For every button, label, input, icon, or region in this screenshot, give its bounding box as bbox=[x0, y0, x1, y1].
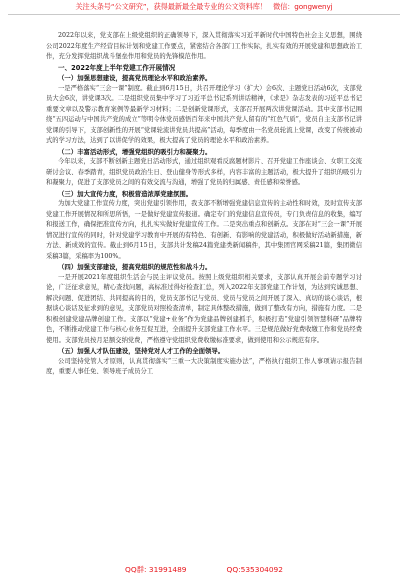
footer-qq: QQ:535304092 bbox=[226, 565, 283, 574]
paragraph-1: 一是严格落实“三会一课”制度。截止到6月15日，共召开理论学习（扩大）会6次、主题党日活动6次，支部党员大会6次，讲党课3次。二是组织党员集中学习了习近平总书记系列讲话精神，《求是》杂志发表的习近平总书记重要文章以及警示教育案例等最新学习材料；二是创新党课形式，支部召开展两次讲党课活动。其中支部书记围绕“五四运动与中国共产党的成立”等明令体党员感悟百年来中国共产党人留有的“红色气质”，党员自主支部书记讲党课的引导下，支部创新性的开展“党课轮流讲党员共提高”活动，每季度由一名党员轮流上党课，改变了传统被动式的学习方法，达到了以讲促学的效果，极大提高了党员的理论水平和政治素养。 bbox=[46, 84, 362, 144]
paragraph-2: 今年以来，支部不断创新主题党日活动形式，通过组织观看反腐题材影片、召开党建工作座谈会、女职工交流研讨会议、春季踏青，组织党员政治生日、登山健身等形式多样，内容丰富的主题活动，极大提升了组织的吸引力和凝聚力，促进了支部党员之间的有效交流与沟通，增强了党员的归属感、责任感和荣誉感。 bbox=[46, 158, 362, 186]
header-banner-promo: 关注头条号“公文研究”，获得最新最全最专业的公文资料库！ bbox=[75, 2, 267, 11]
header-divider bbox=[8, 14, 400, 15]
paragraph-3: 为加大党建工作宣传力度，突出党建引领作用，我支部不断增强党建信息宣传的主动性和时效，及时宣传支部党建工作开展情况和所思所悟，一是做好党建宣传报道。确定专门的党建信息宣传员，专门负责信息的收集，编写和报送工作，确保把准宣传方向，扎扎实实做好党建宣传工作。二是突出重点和创新点。支部在对“三会一课”开展情况进行宣传的同时，针对党建学习教育中开展的有特色、有创新、有影响的党建活动，积极做好活动新措施，新方法、新成效的宣传。截止到6月15日，支部共计发稿24篇党建类新闻稿件，其中集团官网采稿21篇，集团微信采稿3篇，采稿率为100%。 bbox=[46, 200, 362, 260]
subsection-heading-1: （一）加强思想建设，提高党员理论水平和政治素养。 bbox=[58, 74, 212, 82]
paragraph-4: 一是开展2021年度组织生活会与民主评议党员。按照上级党组织相关要求，支部认真开展会前专题学习讨论，广泛征求意见，精心查找问题，高标准过得好检查汇总，列入2022年支部党建工作计划，为达到究诚思想、解决问题、促进团结、共同提高的目的，党员支部书记与党员、党员与党员之间开展了深入、真切的谈心谈话，根据谈心谈话及征求到的意见，支部党员对照检查清单，制定具体整改措施，做到了整改有方向，措施有力度。二是积极创建党建品牌创建工作。支部以“党建+业务”作为党建品牌创建抓手，积极打造“党建引领智慧科研”品牌特色，不断推动党建工作与核心业务互促互进，全面提升支部党建工作水平。三是规范做好党费收缴工作和党员经费使用。支部党员按月足额交纳党费，严格遵守党组织党费收缴标准要求，做到使用和公示规范有序。 bbox=[46, 273, 362, 344]
document-body bbox=[46, 31, 362, 378]
header-banner bbox=[0, 0, 408, 14]
subsection-heading-3: （三）加大宣传力度，积极营造浓厚党建氛围。 bbox=[58, 189, 193, 198]
subsection-heading-4: （四）加强支部建设，提高党组织的规范性和战斗力。 bbox=[58, 263, 212, 271]
intro-paragraph: 2022年以来，党支部在上级党组织的正确领导下，深入贯彻落实习近平新时代中国特色社会主义思想，围绕公司2022年度生产经营目标计划和党建工作要点，紧密结合各部门工作实际，扎实有效的开展党建和思想政治工作，充分发挥党组织战斗堡垒作用和党员的先锋模范作用。 bbox=[46, 32, 362, 60]
footer-banner bbox=[0, 562, 408, 578]
subsection-heading-2: （二）丰富活动形式，增强党组织的吸引力和凝聚力。 bbox=[58, 147, 212, 156]
section-heading: 一、2022年度上半年党建工作开展情况 bbox=[58, 63, 176, 72]
footer-qq-group: QQ群: 31991489 bbox=[125, 565, 187, 574]
subsection-heading-5: （五）加强人才队伍建设，坚持党对人才工作的全面领导。 bbox=[58, 347, 225, 355]
header-banner-wechat: 微信：gongwenyj bbox=[272, 2, 333, 11]
paragraph-5: 公司坚持党管人才原则，认真贯彻落实“三重一大决策制度实施办法”，严格执行组织工作人事项请示报告制度，重要人事任免、领导班子成员分工 bbox=[46, 357, 362, 375]
